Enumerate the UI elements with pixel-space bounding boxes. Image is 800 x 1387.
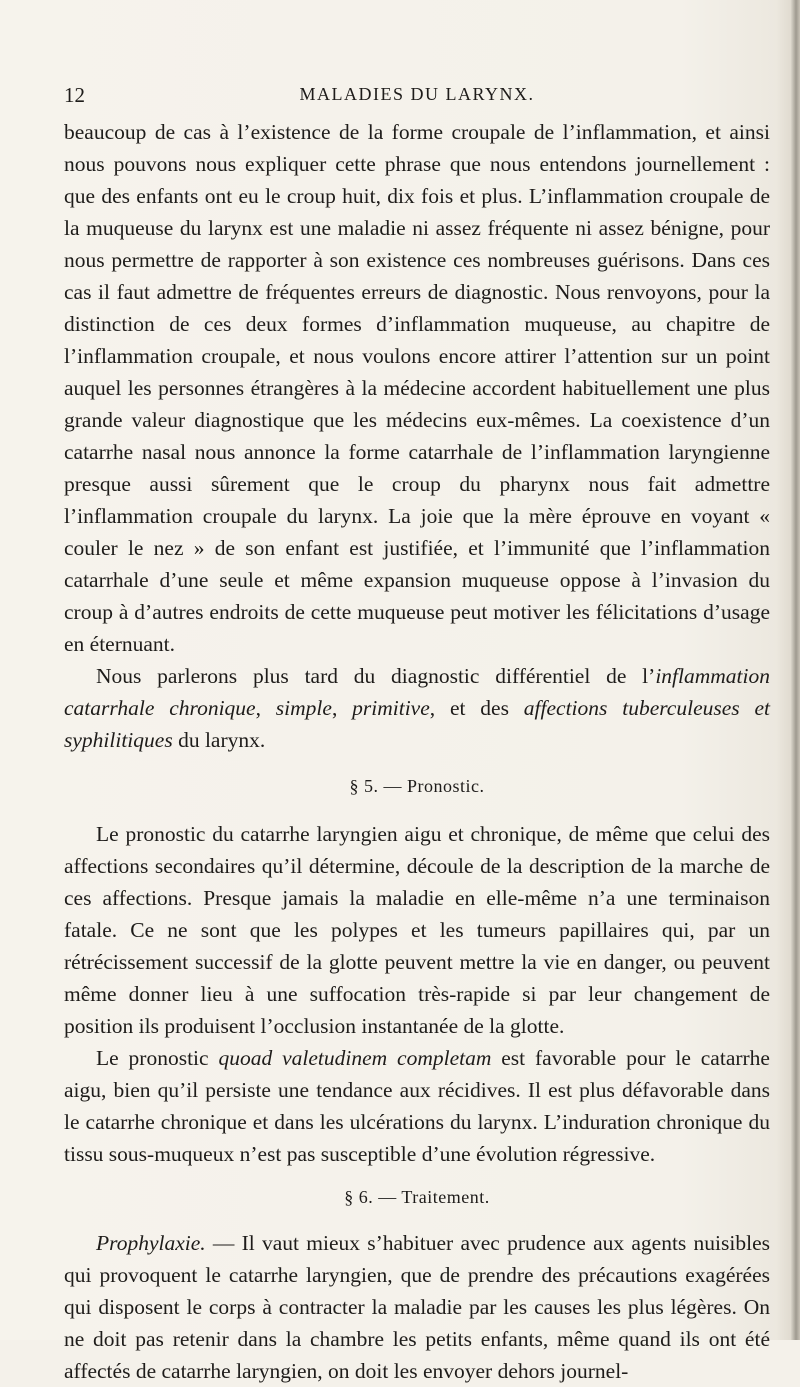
text-run: , <box>331 696 353 720</box>
text-run: Le pronostic <box>96 1046 219 1070</box>
paragraph <box>64 660 770 756</box>
paragraph <box>64 1227 770 1387</box>
page-edge <box>790 0 800 1340</box>
running-title: MALADIES DU LARYNX. <box>299 84 535 104</box>
italic-term: Prophylaxie. <box>96 1231 206 1255</box>
section-heading-pronostic: § 5. — Pronostic. <box>349 776 485 796</box>
italic-term: affections tuberculeuses et syphilitiques <box>64 696 770 752</box>
italic-term: simple <box>275 696 332 720</box>
text-run: Nous parlerons plus tard du diagnostic différentiel de l’ <box>96 664 656 688</box>
text-run: — Il vaut mieux s’habituer avec prudence aux agents nuisibles qui provoquent le catarrhe laryngien, que de prendre des précautions exagérées qui disposent le corps à contracter la maladie par les causes les plus légères. On ne doit pas retenir dans la chambre les petits enfants, même quand ils ont été affectés de catarrhe laryngien, on doit les envoyer dehors journel- <box>64 1231 770 1383</box>
italic-term: primitive <box>352 696 430 720</box>
paragraph: Le pronostic du catarrhe laryngien aigu et chronique, de même que celui des affections secondaires qu’il détermine, découle de la description de la marche de ces affections. Presque jamais la maladie en elle-même n’a une terminaison fatale. Ce ne sont que les polypes et les tumeurs papillaires qui, par un rétrécissement successif de la glotte peuvent mettre la vie en danger, ou peuvent même donner lieu à une suffocation très-rapide si par leur changement de position ils produisent l’occlusion instantanée de la glotte. <box>64 822 770 1038</box>
page-number: 12 <box>64 83 85 107</box>
body-text <box>64 116 770 1387</box>
page-header <box>64 83 770 107</box>
text-run: , <box>255 696 276 720</box>
text-run: du larynx. <box>172 728 266 752</box>
text-run: est favorable pour le catarrhe aigu, bien qu’il persiste une tendance aux récidives. Il est plus défavorable dans le catarrhe chronique et dans les ulcérations du larynx. L’induration chronique du tissu sous-muqueux n’est pas susceptible d’une évolution régressive. <box>64 1046 770 1166</box>
italic-term: inflammation catarrhale chronique <box>64 664 770 720</box>
italic-term: quoad valetudinem completam <box>218 1046 492 1070</box>
section-heading-traitement: § 6. — Traitement. <box>344 1187 490 1207</box>
text-run: , et des <box>429 696 524 720</box>
paragraph: beaucoup de cas à l’existence de la forme croupale de l’inflammation, et ainsi nous pouvons nous expliquer cette phrase que nous entendons journellement : que des enfants ont eu le croup huit, dix fois et plus. L’inflammation croupale de la muqueuse du larynx est une maladie ni assez fréquente ni assez bénigne, pour nous permettre de rapporter à son existence ces nombreuses guérisons. Dans ces cas il faut admettre de fréquentes erreurs de diagnostic. Nous renvoyons, pour la distinction de ces deux formes d’inflammation muqueuse, au chapitre de l’inflammation croupale, et nous voulons encore attirer l’attention sur un point auquel les personnes étrangères à la médecine accordent habituellement une plus grande valeur diagnostique que les médecins eux-mêmes. La coexistence d’un catarrhe nasal nous annonce la forme catarrhale de l’inflammation laryngienne presque aussi sûrement que le croup du pharynx nous fait admettre l’inflammation croupale du larynx. La joie que la mère éprouve en voyant « couler le nez » de son enfant est justifiée, et l’immunité que l’inflammation catarrhale d’une seule et même expansion muqueuse oppose à l’invasion du croup à d’autres endroits de cette muqueuse peut motiver les félicitations d’usage en éternuant. <box>64 120 770 656</box>
paragraph <box>64 1042 770 1170</box>
